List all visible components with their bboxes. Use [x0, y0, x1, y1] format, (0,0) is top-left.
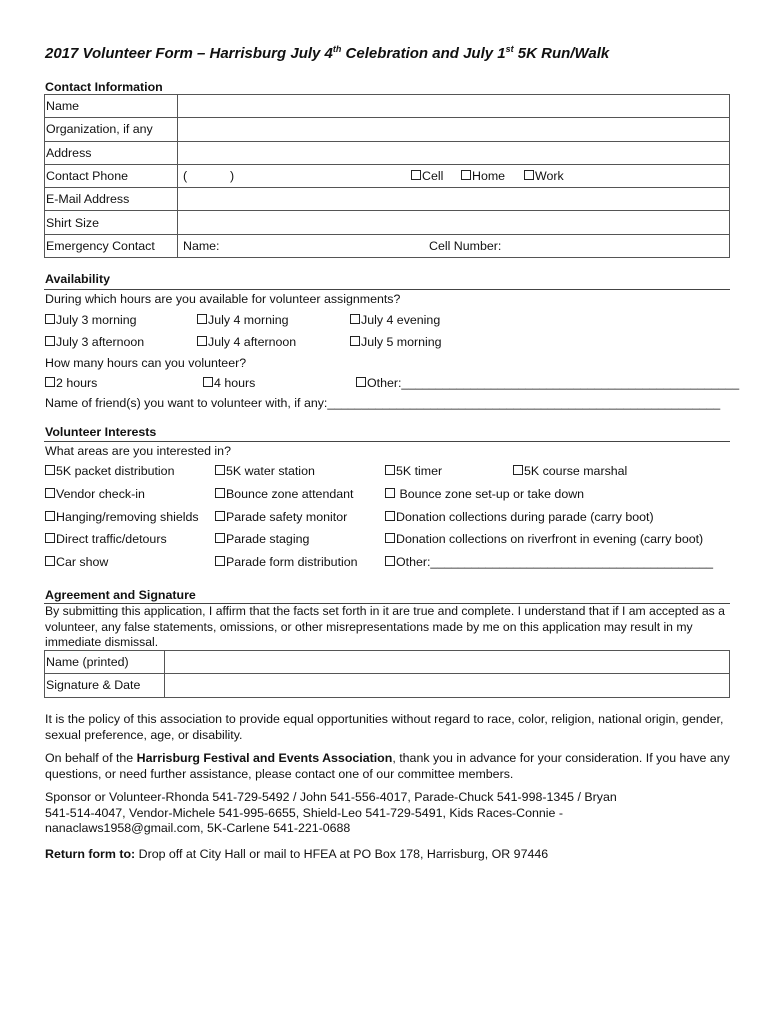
interests-question: What areas are you interested in? — [45, 444, 231, 458]
email-field[interactable] — [178, 188, 730, 211]
emergency-name-label: Name: — [183, 238, 220, 253]
phone-field[interactable] — [178, 164, 730, 187]
interests-heading: Volunteer Interests — [45, 425, 157, 439]
checkbox-icon[interactable] — [385, 556, 395, 566]
checkbox-icon[interactable] — [45, 336, 55, 346]
interest-option[interactable]: Vendor check-in — [45, 487, 145, 501]
hours-other-option[interactable]: Other:_________________________________________________ — [356, 376, 739, 390]
checkbox-icon[interactable] — [215, 533, 225, 543]
divider — [44, 441, 730, 442]
interest-option[interactable]: Bounce zone attendant — [215, 487, 353, 501]
behalf-text: On behalf of the Harrisburg Festival and Events Association, thank you in advance for your consideration. If you have any questions, or need further assistance, please contact one of our committee members. — [45, 751, 730, 781]
home-option[interactable]: Home — [461, 169, 505, 183]
interest-option[interactable]: Hanging/removing shields — [45, 510, 199, 524]
name-field[interactable] — [178, 95, 730, 118]
hours-question: How many hours can you volunteer? — [45, 356, 247, 370]
interest-option[interactable]: Bounce zone set-up or take down — [385, 487, 584, 501]
name-printed-label: Name (printed) — [45, 651, 165, 674]
checkbox-icon[interactable] — [411, 170, 421, 180]
hours-4-option[interactable]: 4 hours — [203, 376, 255, 390]
availability-question: During which hours are you available for volunteer assignments? — [45, 292, 401, 306]
return-text: Return form to: Drop off at City Hall or mail to HFEA at PO Box 178, Harrisburg, OR 97446 — [45, 847, 549, 861]
agreement-text: By submitting this application, I affirm that the facts set forth in it are true and complete. I understand that if I am accepted as a volunteer, any false statements, omissions, or other misrepresentations made by me on this application may result in my immediate dismissal. — [45, 604, 725, 649]
contacts-text: Sponsor or Volunteer-Rhonda 541-729-5492 / John 541-556-4017, Parade-Chuck 541-998-1345 / Bryan 541-514-4047, Vendor-Michele 541-995-6655, Shield-Leo 541-729-5491, Kids Races-Connie - nanaclaws1958@gmail.com, 5K-Carlene 541-221-0688 — [45, 790, 617, 835]
checkbox-icon[interactable] — [385, 533, 395, 543]
phone-label: Contact Phone — [45, 164, 178, 187]
checkbox-icon[interactable] — [45, 488, 55, 498]
title-superscript: st — [505, 44, 514, 54]
slot-july3-morning[interactable]: July 3 morning — [45, 313, 137, 327]
checkbox-icon[interactable] — [215, 488, 225, 498]
title-text: 2017 Volunteer Form – Harrisburg July 4 — [45, 45, 333, 62]
email-label: E-Mail Address — [45, 188, 178, 211]
organization-label: Organization, if any — [45, 118, 178, 141]
checkbox-icon[interactable] — [45, 377, 55, 387]
address-label: Address — [45, 141, 178, 164]
contact-table — [44, 94, 730, 258]
checkbox-icon[interactable] — [461, 170, 471, 180]
checkbox-icon[interactable] — [45, 533, 55, 543]
interest-option[interactable]: Donation collections on riverfront in evening (carry boot) — [385, 532, 703, 546]
signature-table — [44, 650, 730, 698]
slot-july4-morning[interactable]: July 4 morning — [197, 313, 289, 327]
signature-date-label: Signature & Date — [45, 674, 165, 697]
emergency-cell-label: Cell Number: — [429, 238, 502, 253]
title-text: 5K Run/Walk — [513, 45, 610, 62]
contact-heading: Contact Information — [45, 80, 163, 94]
checkbox-icon[interactable] — [524, 170, 534, 180]
checkbox-icon[interactable] — [197, 336, 207, 346]
phone-paren-close: ) — [230, 168, 235, 183]
shirt-field[interactable] — [178, 211, 730, 234]
checkbox-icon[interactable] — [45, 556, 55, 566]
checkbox-icon[interactable] — [215, 465, 225, 475]
friends-field[interactable]: Name of friend(s) you want to volunteer with, if any:_________________________________________________________ — [45, 396, 721, 410]
emergency-field[interactable] — [178, 234, 730, 257]
interest-option[interactable]: 5K packet distribution — [45, 464, 174, 478]
interest-option[interactable]: Donation collections during parade (carry boot) — [385, 510, 654, 524]
interest-option[interactable]: Parade staging — [215, 532, 309, 546]
divider — [44, 289, 730, 290]
checkbox-icon[interactable] — [350, 336, 360, 346]
return-label: Return form to: — [45, 847, 136, 861]
slot-july5-morning[interactable]: July 5 morning — [350, 335, 442, 349]
checkbox-icon[interactable] — [45, 314, 55, 324]
checkbox-icon[interactable] — [385, 511, 395, 521]
interest-option[interactable]: Other:_________________________________________ — [385, 555, 713, 569]
interest-option[interactable]: Direct traffic/detours — [45, 532, 167, 546]
checkbox-icon[interactable] — [45, 465, 55, 475]
interest-option[interactable]: 5K timer — [385, 464, 442, 478]
title-text: Celebration and July 1 — [341, 45, 506, 62]
title-superscript: th — [332, 44, 342, 54]
checkbox-icon[interactable] — [385, 488, 395, 498]
interest-option[interactable]: 5K course marshal — [513, 464, 627, 478]
slot-july4-evening[interactable]: July 4 evening — [350, 313, 440, 327]
checkbox-icon[interactable] — [45, 511, 55, 521]
work-option[interactable]: Work — [524, 169, 564, 183]
phone-paren-open: ( — [183, 168, 188, 183]
emergency-label: Emergency Contact — [45, 234, 178, 257]
interest-option[interactable]: Parade safety monitor — [215, 510, 347, 524]
interest-option[interactable]: 5K water station — [215, 464, 315, 478]
shirt-label: Shirt Size — [45, 211, 178, 234]
interest-option[interactable]: Car show — [45, 555, 108, 569]
checkbox-icon[interactable] — [197, 314, 207, 324]
agreement-heading: Agreement and Signature — [45, 588, 196, 602]
name-label: Name — [45, 95, 178, 118]
address-field[interactable] — [178, 141, 730, 164]
cell-option[interactable]: Cell — [411, 169, 443, 183]
hours-2-option[interactable]: 2 hours — [45, 376, 97, 390]
organization-name: Harrisburg Festival and Events Association — [136, 751, 393, 765]
organization-field[interactable] — [178, 118, 730, 141]
slot-july3-afternoon[interactable]: July 3 afternoon — [45, 335, 144, 349]
policy-text: It is the policy of this association to provide equal opportunities without regard to race, color, religion, national origin, gender, sexual preference, age, or disability. — [45, 712, 724, 742]
checkbox-icon[interactable] — [215, 556, 225, 566]
checkbox-icon[interactable] — [215, 511, 225, 521]
checkbox-icon[interactable] — [356, 377, 366, 387]
checkbox-icon[interactable] — [513, 465, 523, 475]
checkbox-icon[interactable] — [203, 377, 213, 387]
form-title — [45, 44, 609, 62]
slot-july4-afternoon[interactable]: July 4 afternoon — [197, 335, 296, 349]
checkbox-icon[interactable] — [350, 314, 360, 324]
interest-option[interactable]: Parade form distribution — [215, 555, 358, 569]
name-printed-field[interactable] — [165, 651, 730, 674]
signature-date-field[interactable] — [165, 674, 730, 697]
checkbox-icon[interactable] — [385, 465, 395, 475]
availability-heading: Availability — [45, 272, 110, 286]
